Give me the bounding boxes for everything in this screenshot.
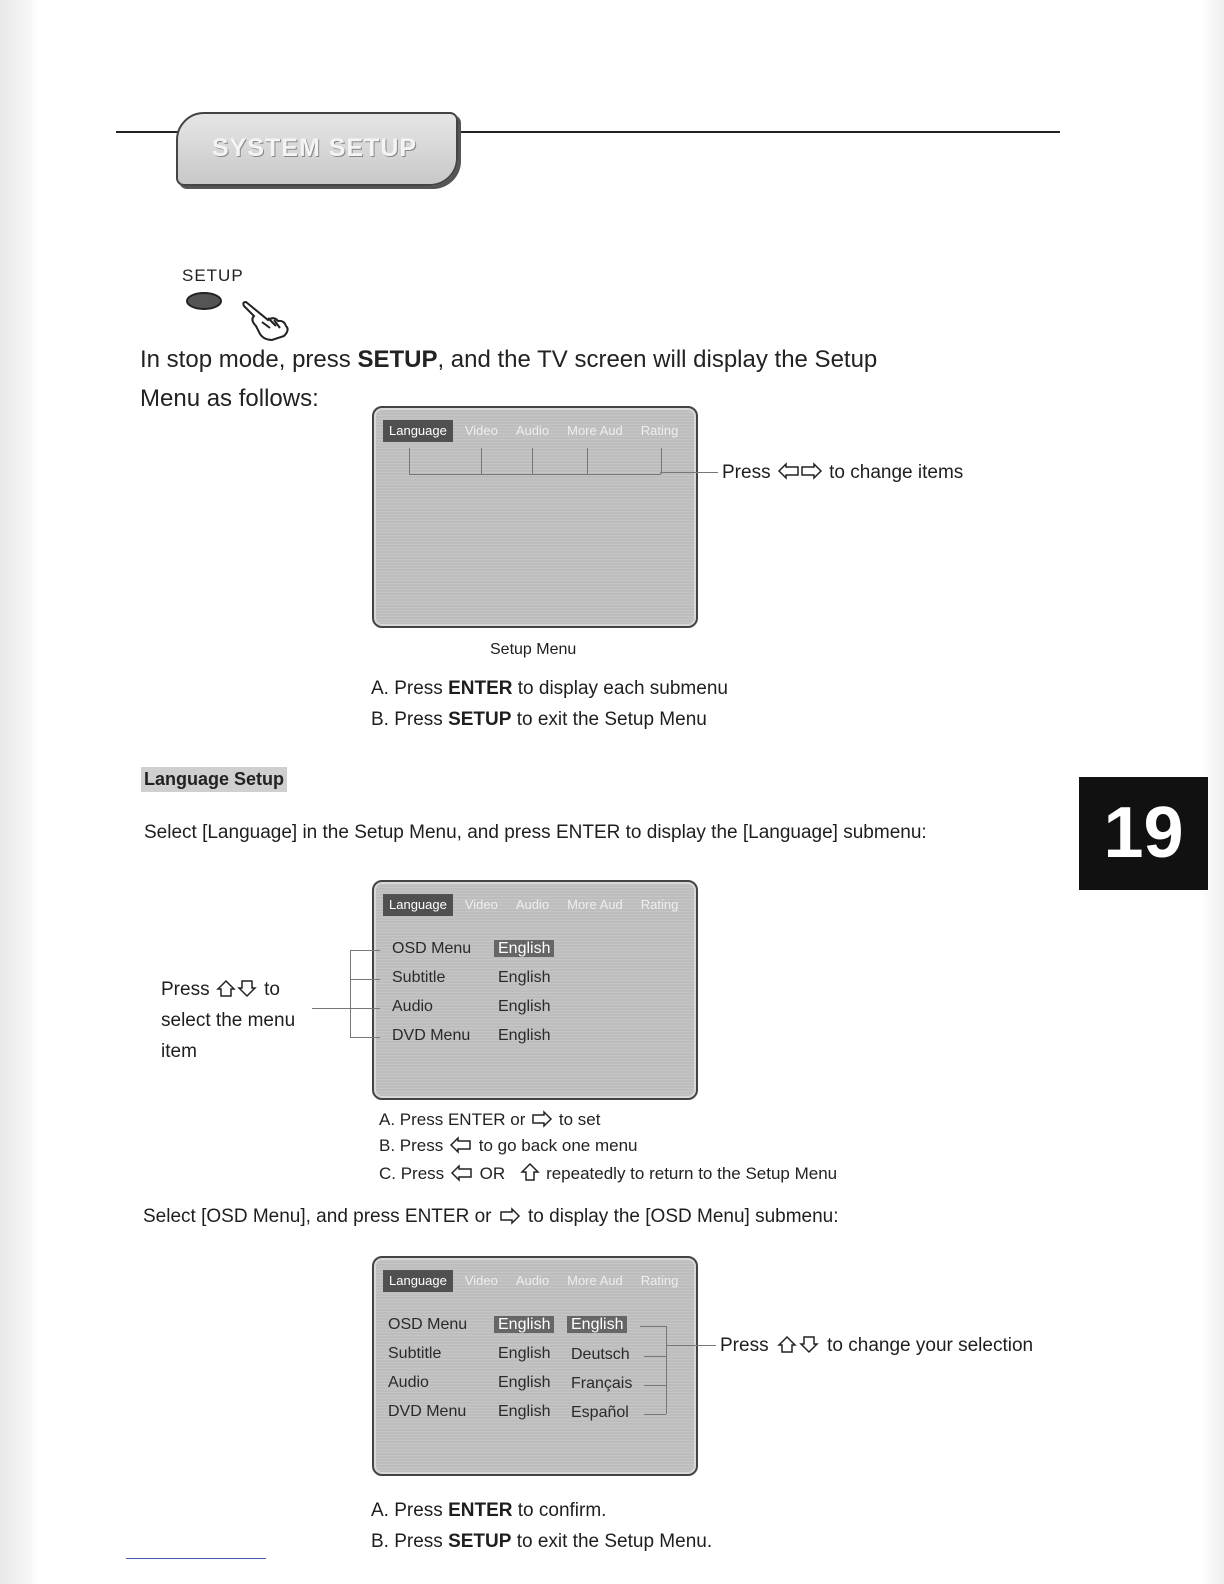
- section-title: SYSTEM SETUP: [212, 134, 418, 162]
- option-deutsch[interactable]: Deutsch: [571, 1346, 630, 1363]
- step3-b-setup: B. Press SETUP to exit the Setup Menu.: [371, 1531, 713, 1552]
- value-audio[interactable]: English: [498, 1374, 551, 1391]
- value-audio[interactable]: English: [498, 998, 551, 1015]
- menu-item-osd[interactable]: OSD Menu: [388, 1316, 468, 1333]
- value-osd-current[interactable]: English: [494, 1316, 554, 1333]
- intro-line-1: In stop mode, press SETUP, and the TV screen will display the Setup: [140, 346, 878, 373]
- pointing-hand-icon: [243, 302, 287, 340]
- menu-item-osd[interactable]: OSD Menu: [392, 940, 472, 957]
- step2-b: B. Press to go back one menu: [379, 1136, 638, 1155]
- setup-button-label: SETUP: [182, 266, 244, 285]
- menu-item-subtitle[interactable]: Subtitle: [392, 969, 446, 986]
- tab-video[interactable]: Video: [464, 897, 498, 912]
- right-arrow-icon: [530, 1110, 554, 1128]
- setup-menu-caption: Setup Menu: [490, 641, 577, 658]
- osd-menu-intro: Select [OSD Menu], and press ENTER or to display the [OSD Menu] submenu:: [143, 1206, 839, 1227]
- up-down-arrows-icon: [774, 1334, 822, 1354]
- menu-item-audio[interactable]: Audio: [388, 1374, 429, 1391]
- step-a-enter: A. Press ENTER to display each submenu: [371, 678, 728, 699]
- menu-item-audio[interactable]: Audio: [392, 998, 433, 1015]
- intro-line-2: Menu as follows:: [140, 385, 319, 412]
- language-setup-heading: Language Setup: [141, 767, 287, 792]
- tab-language[interactable]: Language: [383, 1270, 453, 1292]
- menu-item-dvd-menu[interactable]: DVD Menu: [388, 1403, 467, 1420]
- left-right-arrows-icon: [776, 461, 824, 481]
- step3-a-enter: A. Press ENTER to confirm.: [371, 1500, 607, 1521]
- menu-bracket: [350, 950, 351, 1038]
- footer-rule: [126, 1558, 266, 1559]
- step2-c: C. Press OR repeatedly to return to the Setup Menu: [379, 1164, 838, 1183]
- option-espanol[interactable]: Español: [571, 1404, 629, 1421]
- tab-language[interactable]: Language: [383, 894, 453, 916]
- osd-submenu-screen: [372, 1256, 698, 1476]
- menu-tabs: [383, 420, 690, 442]
- tab-audio[interactable]: Audio: [515, 897, 550, 912]
- option-english-selected[interactable]: English: [567, 1316, 627, 1333]
- tab-audio[interactable]: Audio: [515, 1273, 550, 1288]
- section-header-banner: [176, 112, 458, 186]
- callout-leader-3: [666, 1345, 716, 1346]
- value-subtitle[interactable]: English: [498, 969, 551, 986]
- setup-menu-screen: [372, 406, 698, 628]
- value-osd-selected[interactable]: English: [494, 940, 554, 957]
- tab-rating[interactable]: Rating: [640, 897, 679, 912]
- tab-rating[interactable]: Rating: [640, 1273, 679, 1288]
- header-rule-right: [450, 131, 1060, 133]
- left-arrow-icon: [449, 1164, 475, 1182]
- menu-item-dvd-menu[interactable]: DVD Menu: [392, 1027, 471, 1044]
- menu-item-subtitle[interactable]: Subtitle: [388, 1345, 442, 1362]
- tab-more-aud[interactable]: More Aud: [567, 423, 623, 438]
- setup-button-illustration: [184, 290, 294, 342]
- up-arrow-icon: [519, 1162, 541, 1182]
- callout-change-selection: Press to change your selection: [720, 1335, 1034, 1356]
- callout-leader-1: [660, 472, 718, 473]
- up-down-arrows-icon: [215, 978, 259, 998]
- page-number-badge: 19: [1079, 777, 1208, 890]
- step2-a: A. Press ENTER or to set: [379, 1110, 601, 1129]
- select-menu-item-note: Press to select the menu item: [161, 979, 296, 1062]
- menu-tabs: [383, 1270, 690, 1292]
- tab-video[interactable]: Video: [464, 423, 498, 438]
- language-setup-intro: Select [Language] in the Setup Menu, and press ENTER to display the [Language] submenu:: [144, 822, 927, 843]
- left-arrow-icon: [448, 1136, 474, 1154]
- right-arrow-icon: [497, 1207, 523, 1225]
- tab-more-aud[interactable]: More Aud: [567, 897, 623, 912]
- remote-button-icon: [187, 293, 221, 309]
- value-dvd-menu[interactable]: English: [498, 1027, 551, 1044]
- tab-video[interactable]: Video: [464, 1273, 498, 1288]
- tab-more-aud[interactable]: More Aud: [567, 1273, 623, 1288]
- callout-change-items: Press to change items: [722, 462, 964, 483]
- value-dvd-menu[interactable]: English: [498, 1403, 551, 1420]
- step-b-setup: B. Press SETUP to exit the Setup Menu: [371, 709, 707, 730]
- value-subtitle[interactable]: English: [498, 1345, 551, 1362]
- tab-rating[interactable]: Rating: [640, 423, 679, 438]
- language-submenu-screen: [372, 880, 698, 1100]
- option-francais[interactable]: Français: [571, 1375, 633, 1392]
- header-rule-left: [116, 131, 186, 133]
- tab-audio[interactable]: Audio: [515, 423, 550, 438]
- menu-tabs: [383, 894, 690, 916]
- tab-language[interactable]: Language: [383, 420, 453, 442]
